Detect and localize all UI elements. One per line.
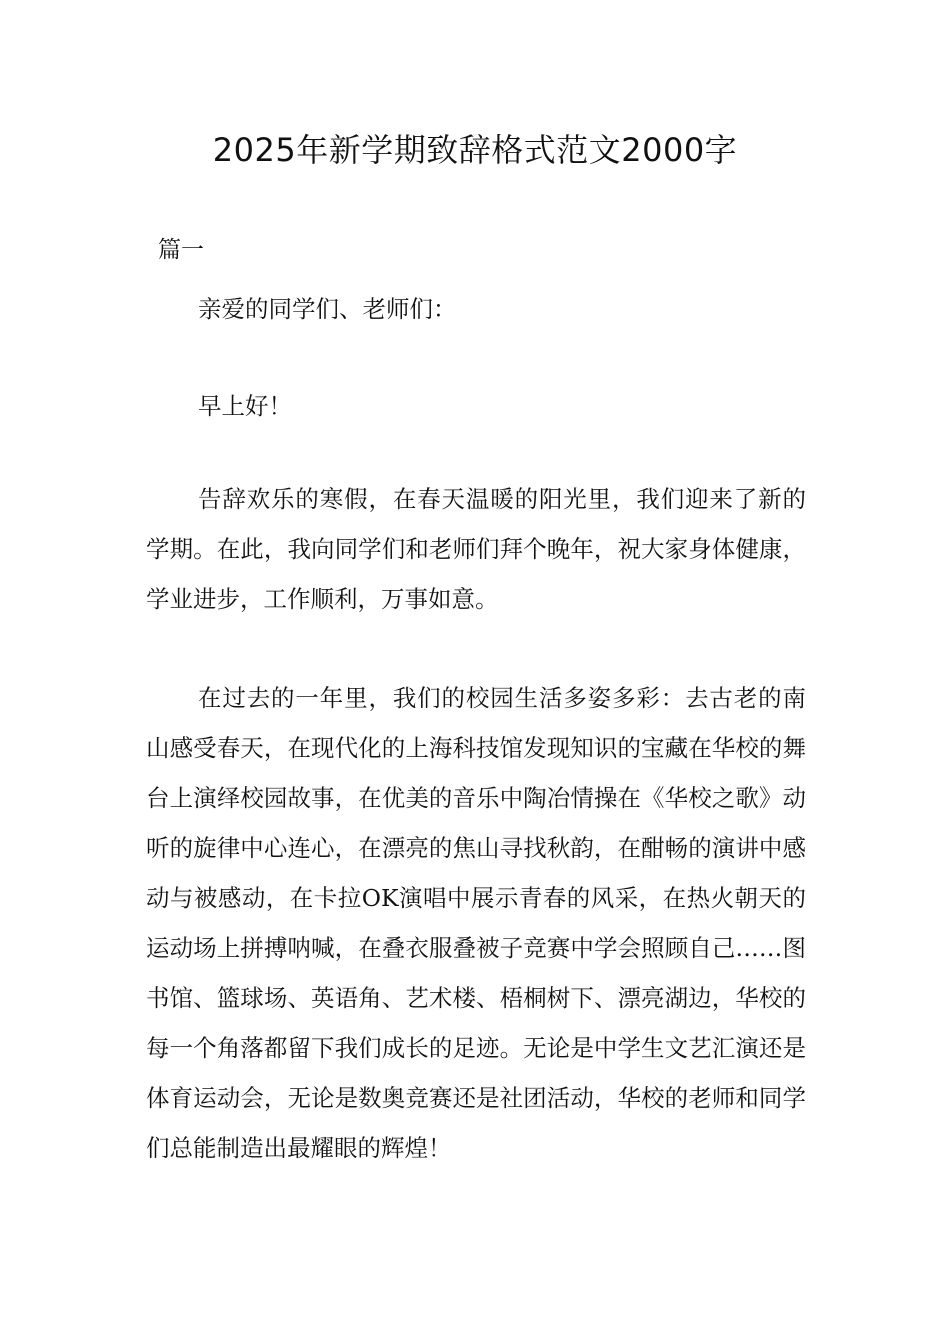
paragraph-morning: 早上好！	[198, 392, 292, 420]
paragraph-review: 在过去的一年里，我们的校园生活多姿多彩：去古老的南山感受春天，在现代化的上海科技馆发现知识的宝藏在华校的舞台上演绎校园故事，在优美的音乐中陶冶情操在《华校之歌》动听的旋律中心连心，在漂亮的焦山寻找秋韵，在酣畅的演讲中感动与被感动，在卡拉OK演唱中展示青春的风采，在热火朝天的运动场上拼搏呐喊，在叠衣服叠被子竞赛中学会照顾自己……图书馆、篮球场、英语角、艺术楼、梧桐树下、漂亮湖边，华校的每一个角落都留下我们成长的足迹。无论是中学生文艺汇演还是体育运动会，无论是数奥竞赛还是社团活动，华校的老师和同学们总能制造出最耀眼的辉煌！	[146, 684, 806, 1162]
section-label: 篇一	[158, 237, 204, 263]
paragraph-greeting: 亲爱的同学们、老师们：	[198, 295, 457, 323]
paragraph-intro: 告辞欢乐的寒假，在春天温暖的阳光里，我们迎来了新的学期。在此，我向同学们和老师们拜个晚年，祝大家身体健康，学业进步，工作顺利，万事如意。	[146, 485, 806, 613]
document-title: 2025年新学期致辞格式范文2000字	[212, 131, 738, 169]
